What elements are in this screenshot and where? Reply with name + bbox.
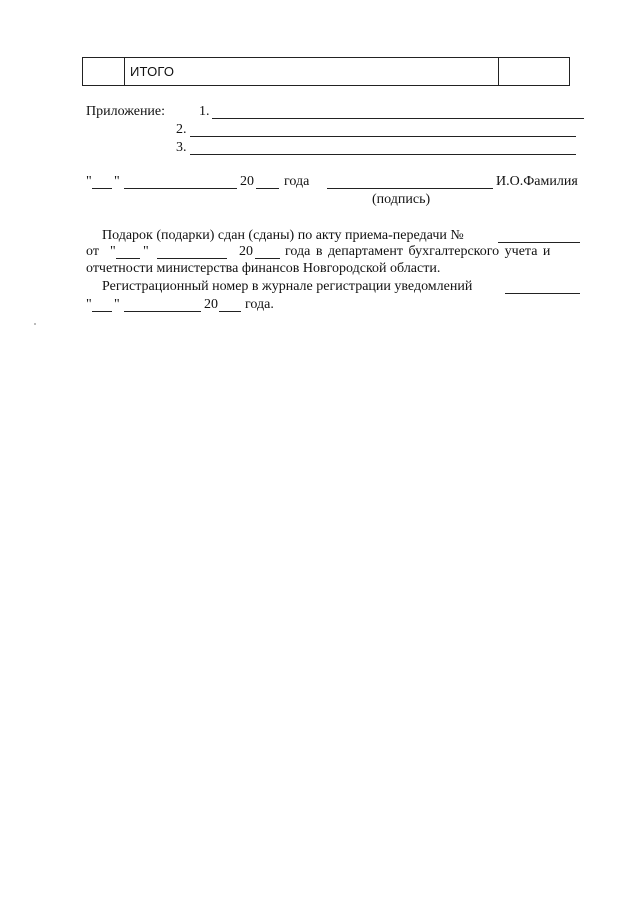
total-table-value-cell [499,58,569,85]
date-quote-open: " [86,174,92,189]
total-table-empty-cell [83,58,125,85]
signature-line [327,188,493,189]
signature-name: И.О.Фамилия [496,174,578,189]
date-year-line [256,188,279,189]
scan-speck [34,323,36,325]
appendix-label: Приложение: [86,104,166,119]
handover-line-3: отчетности министерства финансов Новгородской области. [86,261,441,276]
total-label: ИТОГО [130,64,175,79]
handover-line-2-quote-open: " [110,244,116,259]
registration-day-line [92,311,112,312]
handover-line-2-year: 20 [239,244,253,259]
total-table-label-cell [125,58,499,85]
handover-year-line [255,258,280,259]
handover-line-2-rest: года в департамент бухгалтерского учета и [285,244,551,259]
appendix-item-3-line [190,154,576,155]
date-quote-close: " [114,174,120,189]
appendix-item-2-line [190,136,576,137]
signature-caption: (подпись) [372,192,431,207]
handover-day-line [116,258,140,259]
registration-year-line [219,311,241,312]
handover-line-5-quote-open: " [86,297,92,312]
date-day-line [92,188,112,189]
handover-line-5-year: 20 [204,297,218,312]
handover-line-5-rest: года. [245,297,274,312]
handover-month-line [157,258,227,259]
registration-number-line [505,293,580,294]
handover-line-5-quote-close: " [114,297,120,312]
appendix-item-2-number: 2. [176,122,187,137]
appendix-item-1-line [212,118,584,119]
date-year-suffix: года [284,174,310,189]
handover-line-1: Подарок (подарки) сдан (сданы) по акту приема-передачи № [102,228,464,243]
registration-month-line [124,311,201,312]
handover-line-2-from: от [86,244,99,259]
appendix-item-3-number: 3. [176,140,187,155]
date-year-prefix: 20 [240,174,254,189]
handover-line-2-quote-close: " [143,244,149,259]
appendix-item-1-number: 1. [199,104,210,119]
total-table [82,57,570,86]
handover-line-4: Регистрационный номер в журнале регистрации уведомлений [102,279,473,294]
handover-act-number-line [498,242,580,243]
date-month-line [124,188,237,189]
